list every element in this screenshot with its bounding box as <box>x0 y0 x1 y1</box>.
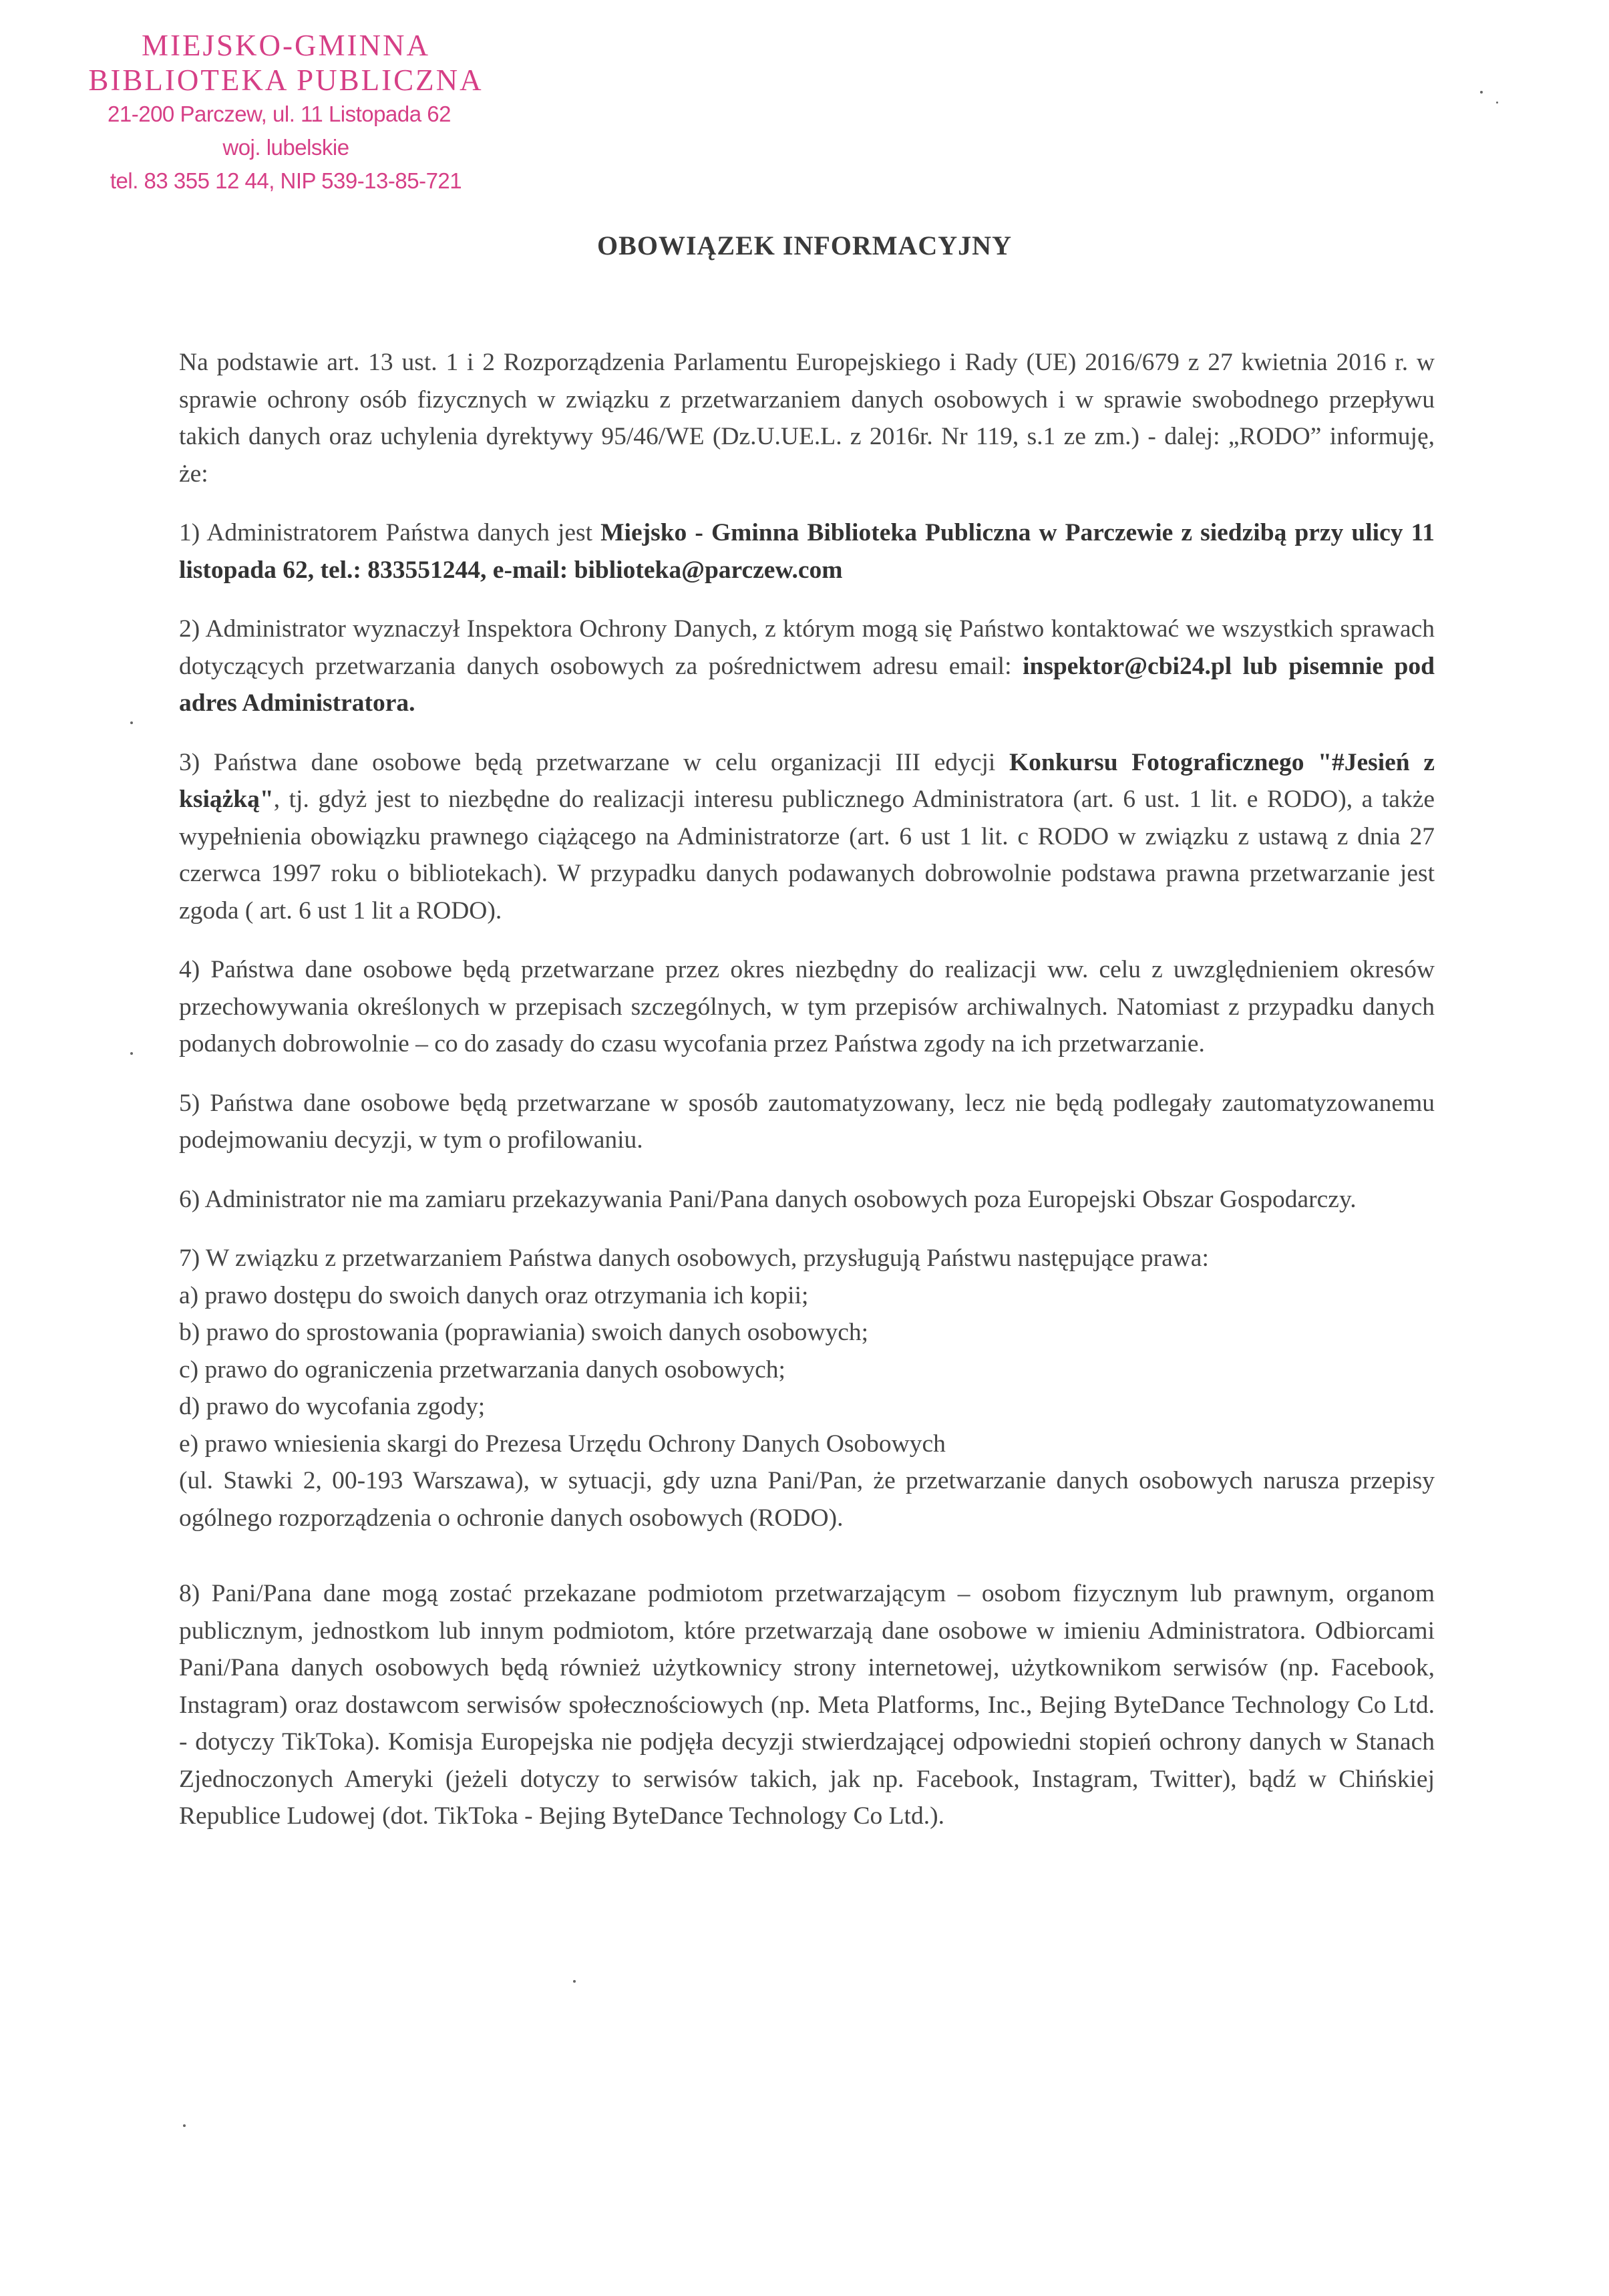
scan-speck <box>1480 91 1483 94</box>
paragraph-3-text-b: , tj. gdyż jest to niezbędne do realizacji interesu publicznego Administratora (art. 6 ust. 1 lit. e RODO), a także wypełnienia obowiązku prawnego ciążącego na Administratorze (art. 6 ust 1 lit. c RODO w związku z ustawą z dnia 27 czerwca 1997 roku o bibliotekach). W przypadku danych podawanych dobrowolnie podstawa prawna przetwarzanie jest zgoda ( art. 6 ust 1 lit a RODO). <box>179 786 1435 925</box>
stamp-region: woj. lubelskie <box>222 135 349 160</box>
library-stamp <box>72 28 500 198</box>
scan-speck <box>1496 102 1498 104</box>
rights-item-e: e) prawo wniesienia skargi do Prezesa Urzędu Ochrony Danych Osobowych <box>179 1430 946 1458</box>
rights-item-d: d) prawo do wycofania zgody; <box>179 1393 486 1420</box>
rights-item-a: a) prawo dostępu do swoich danych oraz otrzymania ich kopii; <box>179 1281 809 1309</box>
document-title: OBOWIĄZEK INFORMACYJNY <box>597 230 1012 261</box>
paragraph-2-bold: inspektor@cbi24.pl lub pisemnie pod adres Administratora. <box>179 652 1435 717</box>
rights-item-c: c) prawo do ograniczenia przetwarzania danych osobowych; <box>179 1355 785 1383</box>
paragraph-8: 8) Pani/Pana dane mogą zostać przekazane podmiotom przetwarzającym – osobom fizycznym lub prawnym, organom publicznym, jednostkom lub innym podmiotom, które przetwarzają dane osobowe w imieniu Administratora. Odbiorcami Pani/Pana danych osobowych będą również użytkownicy strony internetowej, użytkownikom serwisów (np. Facebook, Instagram) oraz dostawcom serwisów społecznościowych (np. Meta Platforms, Inc., Bejing ByteDance Technology Co Ltd. - dotyczy TikToka). Komisja Europejska nie podjęła decyzji stwierdzającej odpowiedni stopień ochrony danych w Stanach Zjednoczonych Ameryki (jeżeli dotyczy to serwisów takich, jak np. Facebook, Instagram, Twitter), bądź w Chińskiej Republice Ludowej (dot. TikToka - Bejing ByteDance Technology Co Ltd.). <box>179 1580 1435 1830</box>
rights-item-b: b) prawo do sprostowania (poprawiania) swoich danych osobowych; <box>179 1319 869 1346</box>
paragraph-1-text: 1) Administratorem Państwa danych jest <box>179 519 601 546</box>
scan-speck <box>183 2124 186 2127</box>
document-body <box>179 344 1435 1857</box>
intro-paragraph: Na podstawie art. 13 ust. 1 i 2 Rozporządzenia Parlamentu Europejskiego i Rady (UE) 2016/679 z 27 kwietnia 2016 r. w sprawie ochrony osób fizycznych w związku z przetwarzaniem danych osobowych i w sprawie swobodnego przepływu takich danych oraz uchylenia dyrektywy 95/46/WE (Dz.U.UE.L. z 2016r. Nr 119, s.1 ze zm.) - dalej: „RODO” informuję, że: <box>179 349 1435 488</box>
paragraph-3-text-a: 3) Państwa dane osobowe będą przetwarzane w celu organizacji III edycji <box>179 748 1009 776</box>
paragraph-7-tail: (ul. Stawki 2, 00-193 Warszawa), w sytuacji, gdy uzna Pani/Pan, że przetwarzanie danych osobowych narusza przepisy ogólnego rozporządzenia o ochronie danych osobowych (RODO). <box>179 1467 1435 1532</box>
paragraph-1 <box>179 514 1435 589</box>
stamp-address: 21-200 Parczew, ul. 11 Listopada 62 <box>108 102 451 126</box>
paragraph-6: 6) Administrator nie ma zamiaru przekazywania Pani/Pana danych osobowych poza Europejski Obszar Gospodarczy. <box>179 1185 1357 1213</box>
paragraph-1-bold: Miejsko - Gminna Biblioteka Publiczna w Parczewie z siedzibą przy ulicy 11 listopada 62, tel.: 833551244, e-mail: biblioteka@parczew.com <box>179 519 1435 584</box>
stamp-phone-nip: tel. 83 355 12 44, NIP 539-13-85-721 <box>110 168 462 193</box>
paragraph-2 <box>179 611 1435 722</box>
scan-speck <box>130 721 133 724</box>
paragraph-7-intro: 7) W związku z przetwarzaniem Państwa danych osobowych, przysługują Państwu następujące prawa: <box>179 1245 1209 1272</box>
stamp-line-1: MIEJSKO-GMINNA <box>142 29 430 62</box>
paragraph-3 <box>179 744 1435 930</box>
scan-speck <box>573 1980 576 1983</box>
paragraph-3-bold: Konkursu Fotograficznego "#Jesień z książką" <box>179 748 1435 813</box>
paragraph-2-text: 2) Administrator wyznaczył Inspektora Ochrony Danych, z którym mogą się Państwo kontaktować we wszystkich sprawach dotyczących przetwarzania danych osobowych za pośrednictwem adresu email: <box>179 615 1435 680</box>
paragraph-4: 4) Państwa dane osobowe będą przetwarzane przez okres niezbędny do realizacji ww. celu z uwzględnieniem okresów przechowywania określonych w przepisach szczególnych, w tym przepisów archiwalnych. Natomiast z przypadku danych podanych dobrowolnie – co do zasady do czasu wycofania przez Państwa zgody na ich przetwarzanie. <box>179 956 1435 1057</box>
scan-speck <box>130 1052 133 1055</box>
paragraph-5: 5) Państwa dane osobowe będą przetwarzane w sposób zautomatyzowany, lecz nie będą podlegały zautomatyzowanemu podejmowaniu decyzji, w tym o profilowaniu. <box>179 1089 1435 1154</box>
stamp-line-2: BIBLIOTEKA PUBLICZNA <box>88 63 484 97</box>
